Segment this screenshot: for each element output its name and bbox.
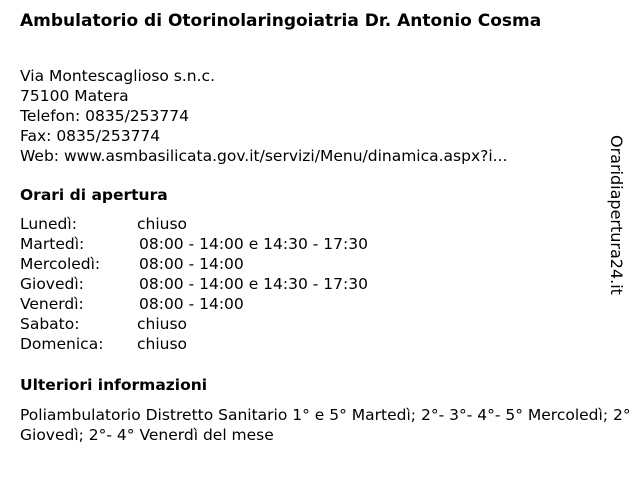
hours-time: 08:00 - 14:00 bbox=[139, 255, 244, 273]
hours-time: chiuso bbox=[137, 215, 188, 233]
hours-row bbox=[20, 274, 368, 294]
hours-day: Venerdì: bbox=[20, 295, 84, 313]
hours-day: Domenica: bbox=[20, 335, 104, 353]
hours-time: 08:00 - 14:00 e 14:30 - 17:30 bbox=[139, 275, 368, 293]
opening-hours-table bbox=[20, 214, 368, 354]
further-info-heading: Ulteriori informazioni bbox=[20, 376, 208, 394]
page-title: Ambulatorio di Otorinolaringoiatria Dr. Antonio Cosma bbox=[20, 11, 542, 31]
further-info-text: Poliambulatorio Distretto Sanitario 1° e 5° Martedì; 2°- 3°- 4°- 5° Mercoledì; 2° Giovedì; 2°- 4° Venerdì del mese bbox=[20, 406, 631, 444]
hours-day: Martedì: bbox=[20, 235, 85, 253]
contact-details bbox=[20, 66, 610, 166]
hours-time: 08:00 - 14:00 bbox=[139, 295, 244, 313]
brand-watermark bbox=[596, 135, 636, 320]
hours-time: chiuso bbox=[137, 335, 188, 353]
phone-line: Telefon: 0835/253774 bbox=[20, 107, 189, 125]
hours-time: chiuso bbox=[137, 315, 188, 333]
brand-text: Oraridiapertura24.it bbox=[607, 135, 626, 295]
hours-day: Giovedì: bbox=[20, 275, 84, 293]
hours-row bbox=[20, 334, 188, 354]
hours-row bbox=[20, 294, 244, 314]
web-line: Web: www.asmbasilicata.gov.it/servizi/Menu/dinamica.aspx?i... bbox=[20, 147, 508, 165]
opening-hours-heading: Orari di apertura bbox=[20, 186, 168, 204]
hours-row bbox=[20, 254, 244, 274]
hours-day: Sabato: bbox=[20, 315, 80, 333]
hours-row bbox=[20, 234, 368, 254]
hours-row bbox=[20, 314, 188, 334]
fax-line: Fax: 0835/253774 bbox=[20, 127, 161, 145]
city-line: 75100 Matera bbox=[20, 87, 129, 105]
hours-day: Lunedì: bbox=[20, 215, 77, 233]
hours-time: 08:00 - 14:00 e 14:30 - 17:30 bbox=[139, 235, 368, 253]
hours-row bbox=[20, 214, 188, 234]
address-line: Via Montescaglioso s.n.c. bbox=[20, 67, 216, 85]
hours-day: Mercoledì: bbox=[20, 255, 101, 273]
